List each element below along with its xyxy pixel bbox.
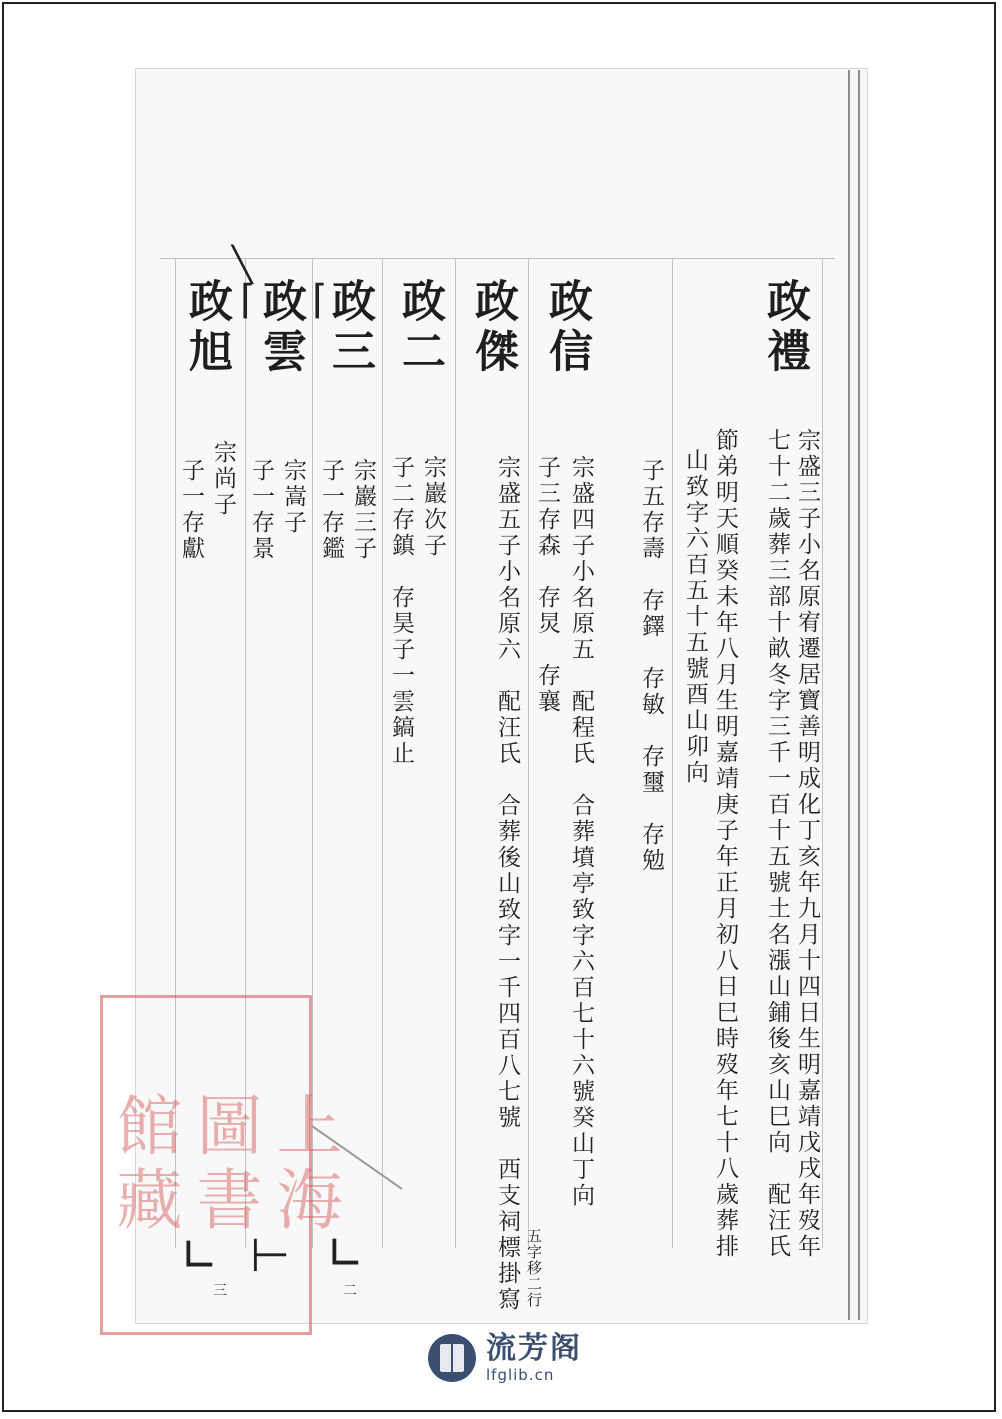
entry-name: 政二 — [394, 278, 445, 378]
bracket-mark: ╲ — [232, 245, 253, 285]
column-rule — [528, 258, 529, 1248]
entry-line: 宗盛四子小名原五 配程氏 合葬墳亭致字六百七十六號癸山丁向 — [568, 455, 594, 1209]
entry-line: 子二存鎮 存昊子一雲鎬止 — [388, 455, 414, 767]
entry-name: 政傑 — [467, 278, 518, 378]
entry-name: 政禮 — [759, 278, 810, 378]
column-rule — [455, 258, 456, 1248]
entry-line: 宗盛三子小名原宥遷居寶善明成化丁亥年九月十四日生明嘉靖戊戌年歿年 — [794, 428, 820, 1260]
entry-line: 子一存景 — [248, 458, 274, 562]
entry-line: 子三存森 存炅 存襄 — [534, 455, 560, 715]
entry-line: 子五存壽 存鐸 存敏 存璽 存勉 — [638, 458, 664, 874]
entry-line: 山致字六百五十五號酉山卯向 — [682, 448, 708, 786]
watermark-brand: 流芳阁 — [486, 1331, 582, 1366]
end-mark: ∟ — [180, 1228, 219, 1282]
column-rule — [382, 258, 383, 1248]
watermark-logo — [428, 1330, 588, 1390]
column-rule — [822, 258, 823, 1248]
bracket-mark: ⌈ — [240, 277, 256, 323]
margin-note: 五字移二行 — [525, 1228, 543, 1308]
entry-name: 政雲 — [255, 278, 306, 378]
column-rule — [858, 70, 860, 1320]
entry-line: 宗巖三子 — [350, 458, 376, 562]
watermark-url: lfglib.cn — [486, 1366, 555, 1384]
end-mark-digit: 二 — [343, 1283, 357, 1299]
entry-line: 宗嵩子 — [280, 458, 306, 536]
entry-line: 宗尚子 — [210, 440, 236, 518]
end-mark: ∟ — [326, 1226, 365, 1280]
bracket-mark: ⌈ — [312, 277, 328, 323]
entry-line: 子一存獻 — [178, 458, 204, 562]
library-seal: 上海 圖書 館藏 — [100, 995, 312, 1335]
book-icon — [428, 1334, 476, 1382]
entry-line: 宗盛五子小名原六 配汪氏 合葬後山致字一千四百八七號 西支祠標掛寫 — [494, 455, 520, 1313]
entry-line: 節弟明天順癸未年八月生明嘉靖庚子年正月初八日巳時歿年七十八歲葬排 — [712, 428, 738, 1260]
column-rule — [848, 70, 850, 1320]
entry-name: 政旭 — [181, 278, 232, 378]
column-rule — [672, 258, 673, 1248]
end-mark-digit: 三 — [213, 1283, 227, 1299]
entry-line: 宗巖次子 — [420, 455, 446, 559]
entry-line: 七十二歲葬三部十畝冬字三千一百十五號土名漲山鋪後亥山巳向 配汪氏 — [764, 428, 790, 1260]
entry-name: 政信 — [541, 278, 592, 378]
end-mark: ⊢ — [250, 1228, 291, 1282]
entry-name: 政三 — [324, 278, 375, 378]
entry-line: 子一存鑑 — [318, 458, 344, 562]
header-rule — [160, 258, 835, 259]
